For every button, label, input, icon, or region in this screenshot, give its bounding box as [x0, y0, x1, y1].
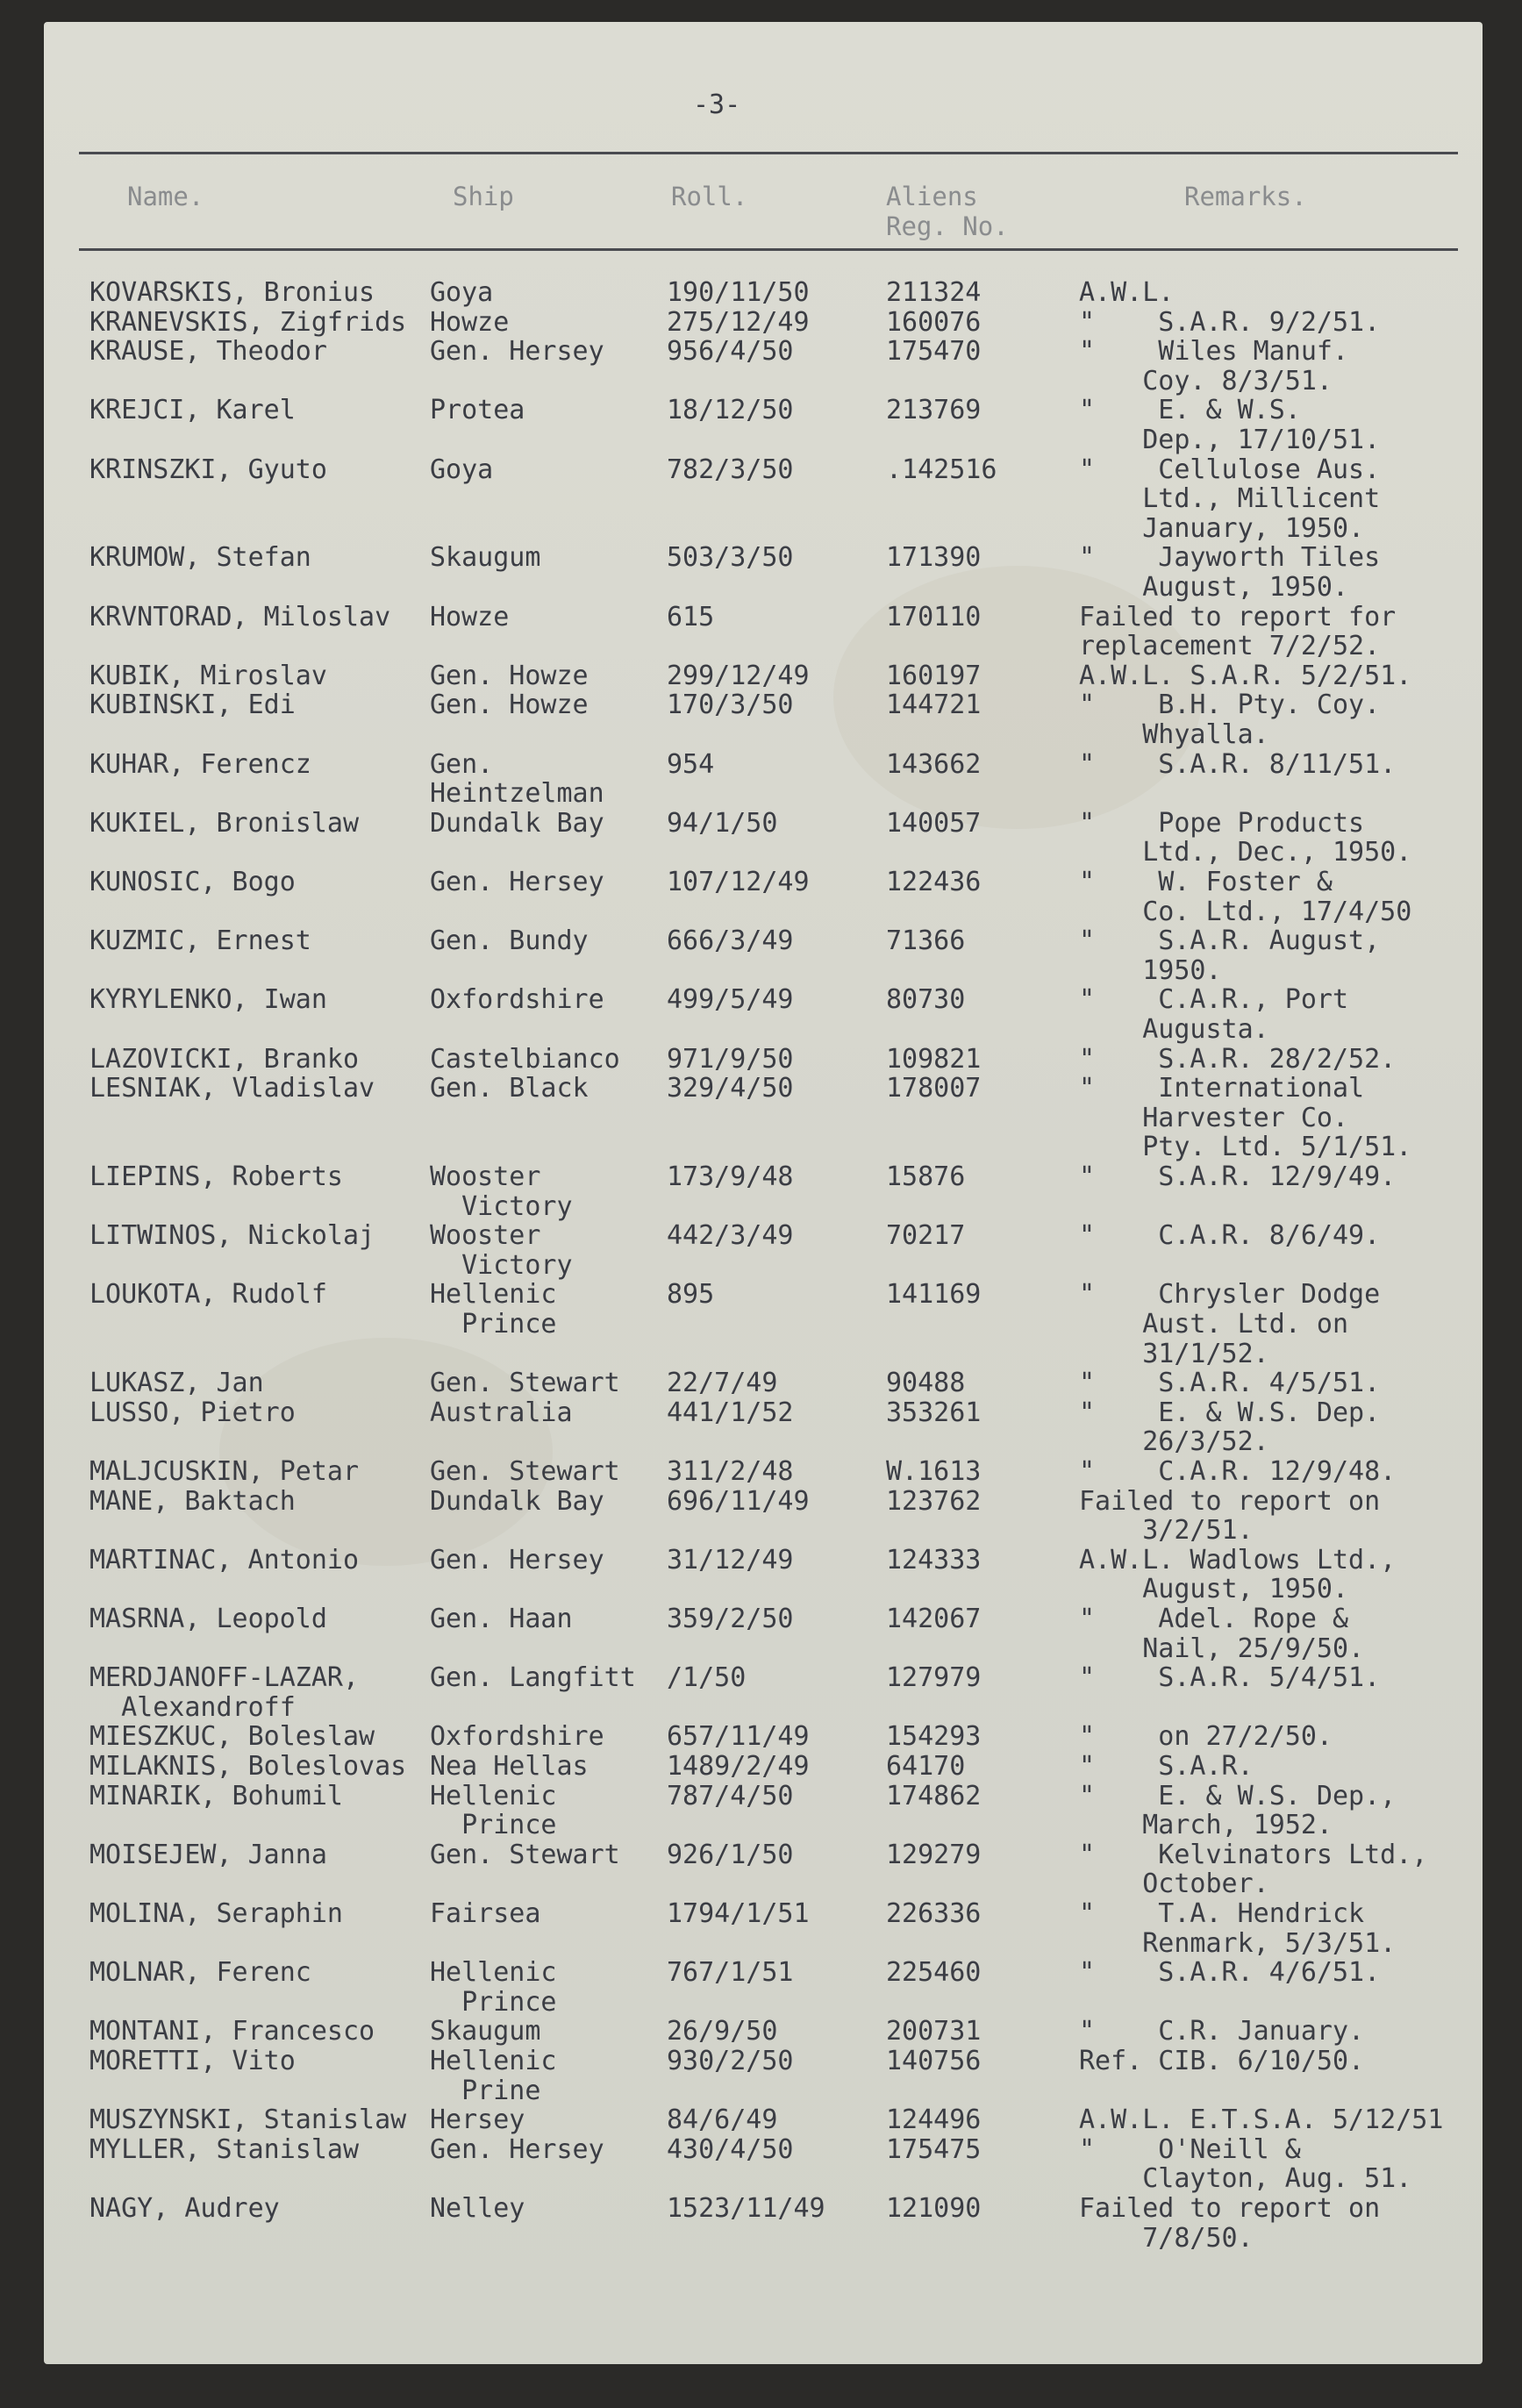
row-ship: Goya [430, 277, 494, 308]
row-name: MOISEJEW, Janna [89, 1839, 327, 1870]
row-remarks: Failed to report on [1079, 2193, 1381, 2224]
row-remarks: Whyalla. [1079, 719, 1269, 750]
row-ship: Goya [430, 454, 494, 485]
row-remarks: October. [1079, 1869, 1269, 1900]
row-reg: 140756 [886, 2046, 982, 2076]
row-roll: 311/2/48 [667, 1456, 794, 1487]
row-remarks: " International [1079, 1073, 1365, 1104]
row-remarks: " S.A.R. 5/4/51. [1079, 1662, 1381, 1694]
row-ship: Gen. Bundy [430, 925, 589, 957]
row-ship: Gen. Langfitt [430, 1662, 636, 1694]
row-name: LAZOVICKI, Branko [89, 1043, 360, 1075]
row-name: KRANEVSKIS, Zigfrids [89, 306, 407, 338]
row-remarks: " S.A.R. 9/2/51. [1079, 306, 1381, 338]
row-remarks: " S.A.R. 28/2/52. [1079, 1043, 1397, 1075]
row-remarks: Harvester Co. [1079, 1102, 1349, 1133]
row-name: MARTINAC, Antonio [89, 1544, 360, 1576]
row-ship: Hellenic [430, 1780, 557, 1811]
row-remarks: " W. Foster & [1079, 867, 1333, 897]
row-ship: Gen. Stewart [430, 1368, 620, 1399]
row-reg: 124333 [886, 1544, 982, 1576]
row-roll: 1794/1/51 [667, 1898, 810, 1929]
row-ship: Gen. Hersey [430, 336, 604, 368]
row-name: KRAUSE, Theodor [89, 336, 327, 368]
row-remarks: " E. & W.S. Dep., [1079, 1780, 1397, 1811]
row-roll: 782/3/50 [667, 454, 794, 485]
header-remarks: Remarks. [1184, 182, 1307, 211]
row-ship: Gen. Black [430, 1073, 589, 1104]
row-name: KRVNTORAD, Miloslav [89, 601, 391, 632]
row-roll: 499/5/49 [667, 984, 794, 1016]
row-remarks: Ltd., Dec., 1950. [1079, 837, 1412, 868]
row-ship: Dundalk Bay [430, 807, 604, 839]
row-ship: Hellenic [430, 1957, 557, 1989]
row-remarks: Coy. 8/3/51. [1079, 365, 1333, 397]
row-name: MOLNAR, Ferenc [89, 1957, 311, 1989]
row-reg: 122436 [886, 867, 982, 897]
row-name: KUBINSKI, Edi [89, 690, 296, 721]
row-reg: 170110 [886, 601, 982, 632]
row-remarks: 26/3/52. [1079, 1426, 1269, 1458]
row-remarks: August, 1950. [1079, 1574, 1349, 1605]
row-remarks: " on 27/2/50. [1079, 1721, 1333, 1753]
row-remarks: " S.A.R. [1079, 1751, 1254, 1782]
row-ship: Hersey [430, 2104, 525, 2136]
row-remarks: 3/2/51. [1079, 1515, 1254, 1547]
row-remarks: A.W.L. Wadlows Ltd., [1079, 1544, 1397, 1576]
row-name: KREJCI, Karel [89, 395, 296, 426]
row-remarks: " Pope Products [1079, 807, 1365, 839]
row-reg: 160076 [886, 306, 982, 338]
row-name: MANE, Baktach [89, 1485, 296, 1517]
row-remarks: Failed to report for [1079, 601, 1397, 632]
row-reg: 124496 [886, 2104, 982, 2136]
row-ship: Castelbianco [430, 1043, 620, 1075]
row-reg: W.1613 [886, 1456, 982, 1487]
row-name: MALJCUSKIN, Petar [89, 1456, 360, 1487]
row-remarks: " S.A.R. 4/6/51. [1079, 1957, 1381, 1989]
row-reg: .142516 [886, 454, 997, 485]
row-roll: 930/2/50 [667, 2046, 794, 2076]
row-remarks: Pty. Ltd. 5/1/51. [1079, 1132, 1412, 1163]
row-name: LUSSO, Pietro [89, 1397, 296, 1428]
row-roll: 329/4/50 [667, 1073, 794, 1104]
row-reg: 226336 [886, 1898, 982, 1929]
row-name: KUBIK, Miroslav [89, 660, 327, 691]
row-reg: 123762 [886, 1485, 982, 1517]
row-remarks: " C.A.R. 12/9/48. [1079, 1456, 1397, 1487]
row-remarks: " Wiles Manuf. [1079, 336, 1349, 368]
row-reg: 109821 [886, 1043, 982, 1075]
row-remarks: A.W.L. E.T.S.A. 5/12/51 [1079, 2104, 1444, 2136]
row-name: LOUKOTA, Rudolf [89, 1279, 327, 1311]
row-reg: 70217 [886, 1220, 966, 1252]
row-ship: Gen. Haan [430, 1604, 573, 1634]
row-name: KUHAR, Ferencz [89, 748, 311, 780]
row-roll: 107/12/49 [667, 867, 810, 897]
row-remarks: " Cellulose Aus. [1079, 454, 1381, 485]
row-reg: 200731 [886, 2016, 982, 2047]
row-name: MINARIK, Bohumil [89, 1780, 343, 1811]
row-roll: 430/4/50 [667, 2133, 794, 2165]
row-name: MORETTI, Vito [89, 2046, 296, 2076]
row-roll: 22/7/49 [667, 1368, 778, 1399]
row-roll: 926/1/50 [667, 1839, 794, 1870]
row-ship: Heintzelman [430, 778, 604, 810]
row-remarks: " E. & W.S. [1079, 395, 1301, 426]
row-name: LUKASZ, Jan [89, 1368, 264, 1399]
row-reg: 15876 [886, 1161, 966, 1192]
row-reg: 142067 [886, 1604, 982, 1634]
row-ship: Protea [430, 395, 525, 426]
row-roll: 1489/2/49 [667, 1751, 810, 1782]
row-name: KRUMOW, Stefan [89, 542, 311, 574]
row-remarks: January, 1950. [1079, 512, 1365, 544]
row-ship: Prince [430, 1309, 557, 1340]
row-remarks: March, 1952. [1079, 1810, 1333, 1841]
header-top-rule [79, 152, 1458, 154]
row-remarks: Co. Ltd., 17/4/50 [1079, 896, 1412, 927]
page-number: -3- [693, 89, 741, 120]
row-remarks: " Jayworth Tiles [1079, 542, 1381, 574]
header-roll: Roll. [671, 182, 748, 211]
row-ship: Howze [430, 306, 510, 338]
row-remarks: Clayton, Aug. 51. [1079, 2163, 1412, 2195]
row-name: LESNIAK, Vladislav [89, 1073, 375, 1104]
row-roll: 359/2/50 [667, 1604, 794, 1634]
row-remarks: 7/8/50. [1079, 2222, 1254, 2254]
row-roll: 696/11/49 [667, 1485, 810, 1517]
document-page [44, 22, 1483, 2364]
row-remarks: Aust. Ltd. on [1079, 1309, 1349, 1340]
row-remarks: 31/1/52. [1079, 1338, 1269, 1369]
row-roll: 503/3/50 [667, 542, 794, 574]
row-name: MOLINA, Seraphin [89, 1898, 343, 1929]
row-name: MONTANI, Francesco [89, 2016, 375, 2047]
row-roll: 954 [667, 748, 715, 780]
row-name: MILAKNIS, Boleslovas [89, 1751, 407, 1782]
row-ship: Nelley [430, 2193, 525, 2224]
row-ship: Gen. Howze [430, 690, 589, 721]
row-name: KUZMIC, Ernest [89, 925, 311, 957]
row-ship: Skaugum [430, 542, 541, 574]
row-ship: Nea Hellas [430, 1751, 589, 1782]
row-ship: Gen. Stewart [430, 1456, 620, 1487]
row-ship: Skaugum [430, 2016, 541, 2047]
row-remarks: " S.A.R. 4/5/51. [1079, 1368, 1381, 1399]
row-remarks: A.W.L. S.A.R. 5/2/51. [1079, 660, 1412, 691]
row-remarks: Augusta. [1079, 1014, 1269, 1045]
row-name: MERDJANOFF-LAZAR, [89, 1662, 360, 1694]
row-remarks: Renmark, 5/3/51. [1079, 1927, 1397, 1959]
row-remarks: " Kelvinators Ltd., [1079, 1839, 1428, 1870]
row-remarks: Dep., 17/10/51. [1079, 425, 1381, 455]
row-roll: 767/1/51 [667, 1957, 794, 1989]
header-name: Name. [127, 182, 204, 211]
row-ship: Oxfordshire [430, 984, 604, 1016]
row-ship: Wooster [430, 1161, 541, 1192]
row-ship: Oxfordshire [430, 1721, 604, 1753]
row-ship: Gen. Hersey [430, 2133, 604, 2165]
row-name: NAGY, Audrey [89, 2193, 280, 2224]
row-reg: 127979 [886, 1662, 982, 1694]
row-remarks: 1950. [1079, 954, 1222, 986]
row-ship: Gen. [430, 748, 494, 780]
row-remarks: Failed to report on [1079, 1485, 1381, 1517]
row-roll: 299/12/49 [667, 660, 810, 691]
header-bottom-rule [79, 248, 1458, 251]
row-remarks: " T.A. Hendrick [1079, 1898, 1365, 1929]
row-roll: 666/3/49 [667, 925, 794, 957]
row-reg: 225460 [886, 1957, 982, 1989]
row-remarks: " E. & W.S. Dep. [1079, 1397, 1381, 1428]
row-remarks: " C.A.R. 8/6/49. [1079, 1220, 1381, 1252]
row-roll: 956/4/50 [667, 336, 794, 368]
row-name: MUSZYNSKI, Stanislaw [89, 2104, 407, 2136]
row-roll: 442/3/49 [667, 1220, 794, 1252]
row-roll: 615 [667, 601, 715, 632]
row-reg: 353261 [886, 1397, 982, 1428]
row-reg: 171390 [886, 542, 982, 574]
row-ship: Prince [430, 1810, 557, 1841]
row-reg: 154293 [886, 1721, 982, 1753]
row-name: LITWINOS, Nickolaj [89, 1220, 375, 1252]
row-reg: 174862 [886, 1780, 982, 1811]
row-name: KOVARSKIS, Bronius [89, 277, 375, 308]
row-ship: Gen. Hersey [430, 867, 604, 897]
row-roll: 787/4/50 [667, 1780, 794, 1811]
row-ship: Fairsea [430, 1898, 541, 1929]
row-remarks: Nail, 25/9/50. [1079, 1633, 1365, 1664]
row-ship: Wooster [430, 1220, 541, 1252]
row-reg: 121090 [886, 2193, 982, 2224]
row-roll: 895 [667, 1279, 715, 1311]
row-ship: Gen. Howze [430, 660, 589, 691]
row-remarks: " O'Neill & [1079, 2133, 1301, 2165]
row-remarks: " S.A.R. August, [1079, 925, 1381, 957]
row-roll: /1/50 [667, 1662, 747, 1694]
row-ship: Gen. Hersey [430, 1544, 604, 1576]
row-ship: Hellenic [430, 2046, 557, 2076]
row-remarks: " S.A.R. 12/9/49. [1079, 1161, 1397, 1192]
row-reg: 143662 [886, 748, 982, 780]
row-reg: 175470 [886, 336, 982, 368]
row-reg: 211324 [886, 277, 982, 308]
row-reg: 213769 [886, 395, 982, 426]
row-roll: 170/3/50 [667, 690, 794, 721]
header-aliens-reg: Aliens [886, 182, 978, 211]
row-ship: Prine [430, 2075, 541, 2106]
row-ship: Dundalk Bay [430, 1485, 604, 1517]
row-remarks: " S.A.R. 8/11/51. [1079, 748, 1397, 780]
row-reg: 175475 [886, 2133, 982, 2165]
row-remarks: Ltd., Millicent [1079, 483, 1381, 515]
row-remarks: replacement 7/2/52. [1079, 631, 1381, 662]
row-roll: 971/9/50 [667, 1043, 794, 1075]
row-remarks: " C.R. January. [1079, 2016, 1365, 2047]
row-roll: 94/1/50 [667, 807, 778, 839]
row-reg: 80730 [886, 984, 966, 1016]
row-name: KYRYLENKO, Iwan [89, 984, 327, 1016]
row-roll: 31/12/49 [667, 1544, 794, 1576]
row-ship: Gen. Stewart [430, 1839, 620, 1870]
row-roll: 1523/11/49 [667, 2193, 825, 2224]
row-name: Alexandroff [89, 1691, 296, 1723]
row-remarks: " Chrysler Dodge [1079, 1279, 1381, 1311]
row-ship: Prince [430, 1986, 557, 2018]
row-reg: 90488 [886, 1368, 966, 1399]
row-remarks: A.W.L. [1079, 277, 1175, 308]
row-ship: Hellenic [430, 1279, 557, 1311]
row-reg: 178007 [886, 1073, 982, 1104]
row-roll: 275/12/49 [667, 306, 810, 338]
row-reg: 64170 [886, 1751, 966, 1782]
row-reg: 144721 [886, 690, 982, 721]
row-remarks: " C.A.R., Port [1079, 984, 1349, 1016]
row-reg: 71366 [886, 925, 966, 957]
row-ship: Howze [430, 601, 510, 632]
row-roll: 84/6/49 [667, 2104, 778, 2136]
row-roll: 190/11/50 [667, 277, 810, 308]
row-reg: 129279 [886, 1839, 982, 1870]
row-name: KUNOSIC, Bogo [89, 867, 296, 897]
row-roll: 173/9/48 [667, 1161, 794, 1192]
row-roll: 657/11/49 [667, 1721, 810, 1753]
row-name: MASRNA, Leopold [89, 1604, 327, 1634]
row-ship: Victory [430, 1249, 573, 1281]
row-remarks: Ref. CIB. 6/10/50. [1079, 2046, 1365, 2076]
header-aliens-reg-no: Reg. No. [886, 211, 1009, 241]
row-name: LIEPINS, Roberts [89, 1161, 343, 1192]
row-ship: Victory [430, 1190, 573, 1222]
row-roll: 441/1/52 [667, 1397, 794, 1428]
row-reg: 160197 [886, 660, 982, 691]
row-remarks: " Adel. Rope & [1079, 1604, 1349, 1634]
row-remarks: " B.H. Pty. Coy. [1079, 690, 1381, 721]
row-name: MYLLER, Stanislaw [89, 2133, 360, 2165]
header-ship: Ship [453, 182, 514, 211]
row-name: MIESZKUC, Boleslaw [89, 1721, 375, 1753]
row-remarks: August, 1950. [1079, 572, 1349, 603]
row-ship: Australia [430, 1397, 573, 1428]
row-reg: 141169 [886, 1279, 982, 1311]
row-roll: 18/12/50 [667, 395, 794, 426]
row-name: KRINSZKI, Gyuto [89, 454, 327, 485]
row-reg: 140057 [886, 807, 982, 839]
row-name: KUKIEL, Bronislaw [89, 807, 360, 839]
row-roll: 26/9/50 [667, 2016, 778, 2047]
